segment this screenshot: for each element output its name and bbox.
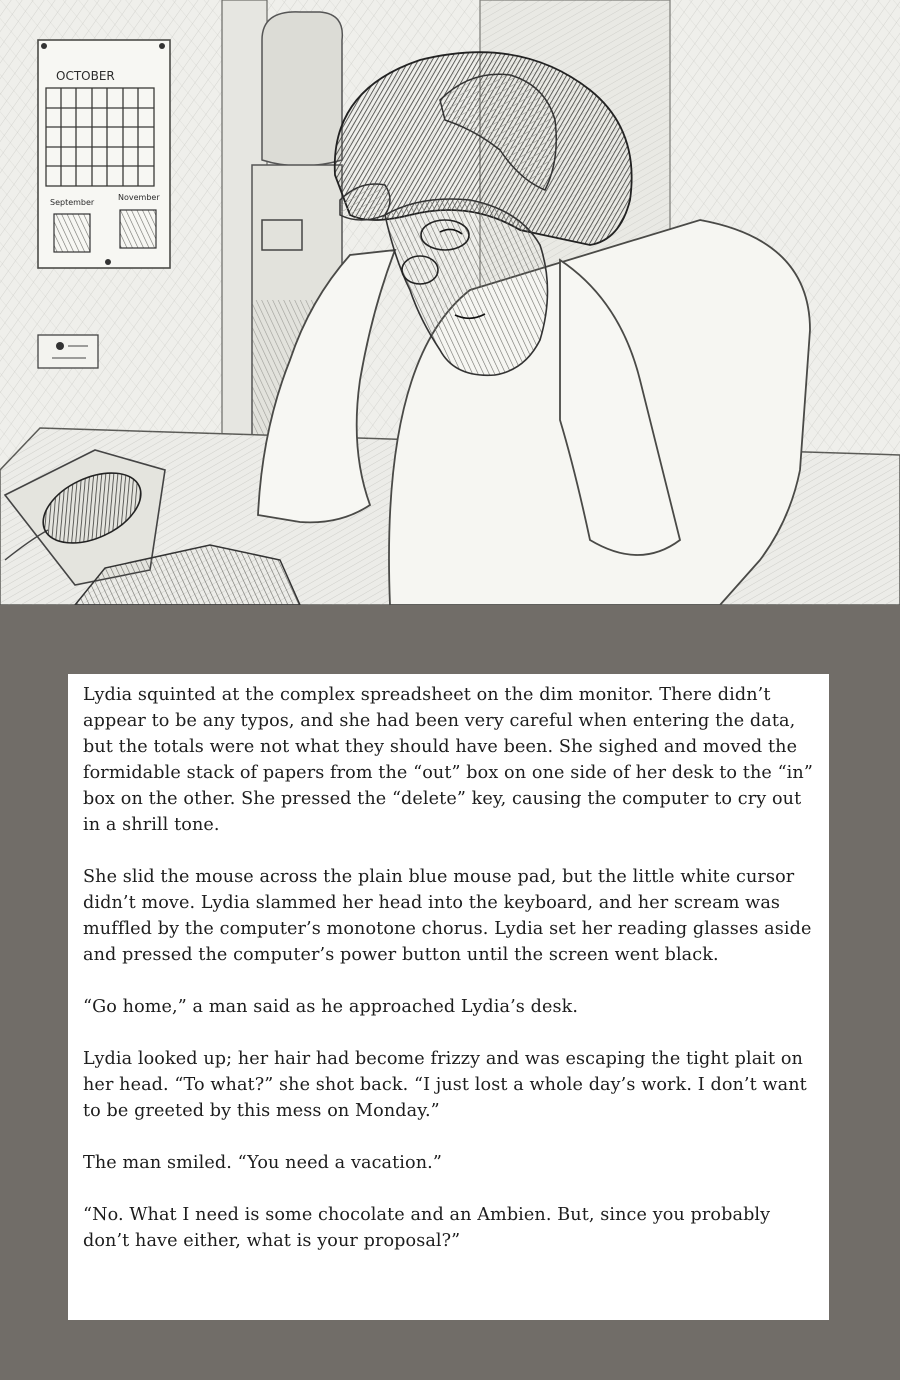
calendar-month-label: OCTOBER: [56, 69, 115, 83]
story-paragraph-3: “Go home,” a man said as he approached Lydia’s desk.: [83, 997, 579, 1017]
pencil-drawing: [0, 0, 900, 605]
story-text-panel: [68, 674, 829, 1320]
calendar-prev-month: September: [50, 198, 95, 207]
wall-calendar: [38, 40, 170, 268]
wall-sign: [38, 335, 98, 368]
story-paragraph-4: Lydia looked up; her hair had become frizzy and was escaping the tight plait on her head. “To what?” she shot back. “I just lost a whole day’s work. I don’t want to be greeted by this mess on Monday.”: [83, 1049, 807, 1121]
office-illustration: [0, 0, 900, 605]
calendar-next-month: November: [118, 193, 160, 202]
story-paragraph-6: “No. What I need is some chocolate and an Ambien. But, since you probably don’t have either, what is your proposal?”: [83, 1205, 771, 1251]
story-paragraph-5: The man smiled. “You need a vacation.”: [83, 1153, 442, 1173]
story-paragraph-2: She slid the mouse across the plain blue mouse pad, but the little white cursor didn’t move. Lydia slammed her head into the keyboard, and her scream was muffled by the computer’s monotone chorus. Lydia set her reading glasses aside and pressed the computer’s power button until the screen went black.: [83, 867, 812, 965]
story-paragraph-1: Lydia squinted at the complex spreadsheet on the dim monitor. There didn’t appear to be any typos, and she had been very careful when entering the data, but the totals were not what they should have been. She sighed and moved the formidable stack of papers from the “out” box on one side of her desk to the “in” box on the other. She pressed the “delete” key, causing the computer to cry out in a shrill tone.: [83, 685, 813, 835]
